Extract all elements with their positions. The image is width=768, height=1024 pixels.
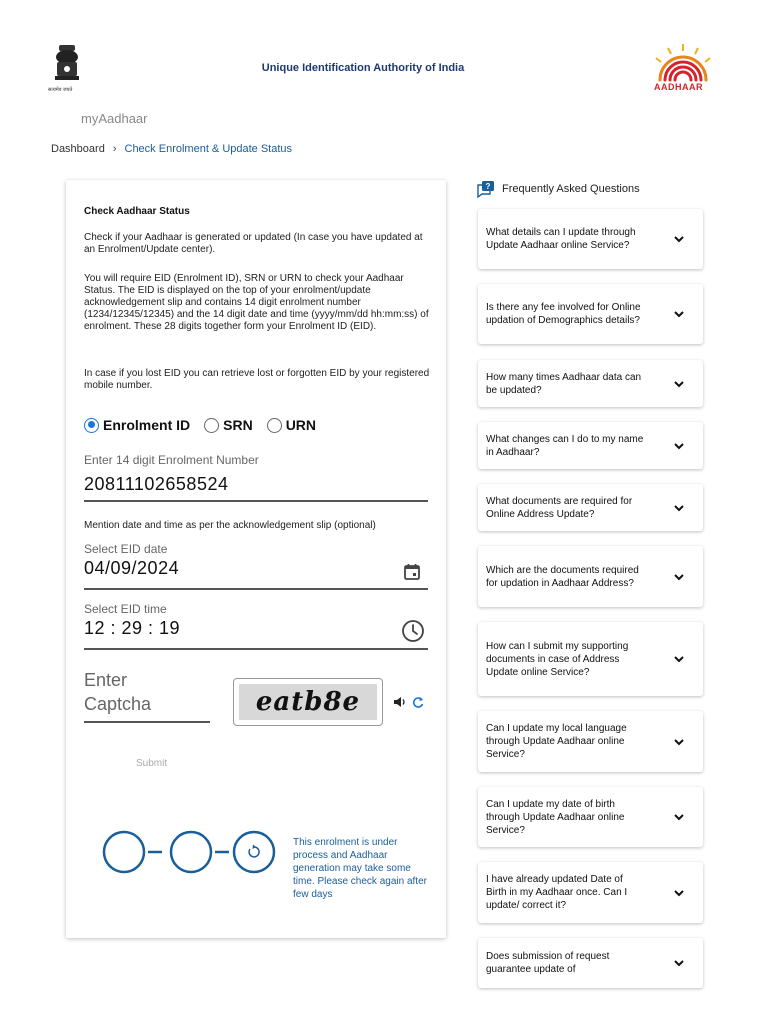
captcha-text: eatb8e <box>239 684 377 720</box>
faq-item[interactable] <box>478 862 703 923</box>
faq-question: Does submission of request guarantee update of <box>486 951 610 975</box>
chevron-down-icon[interactable] <box>673 887 685 899</box>
chevron-down-icon[interactable] <box>673 571 685 583</box>
radio-urn[interactable] <box>267 417 316 433</box>
faq-item[interactable] <box>478 711 703 772</box>
breadcrumb-dashboard[interactable]: Dashboard <box>51 143 105 155</box>
radio-srn[interactable] <box>204 417 253 433</box>
refresh-icon[interactable] <box>411 695 425 709</box>
faq-question: What documents are required for Online Address Update? <box>486 495 633 520</box>
faq-item[interactable] <box>478 209 703 269</box>
faq-question: Can I update my date of birth through Update Aadhaar online Service? <box>486 798 625 836</box>
faq-item[interactable] <box>478 622 703 696</box>
chevron-down-icon[interactable] <box>673 957 685 969</box>
faq-question: Which are the documents required for updation in Aadhaar Address? <box>486 564 639 589</box>
radio-label: Enrolment ID <box>103 417 191 433</box>
enrolment-underline <box>84 500 428 502</box>
card-title: Check Aadhaar Status <box>84 206 190 217</box>
date-input[interactable]: 04/09/2024 <box>84 558 180 578</box>
date-label: Select EID date <box>84 542 168 556</box>
captcha-label <box>84 668 151 716</box>
breadcrumb-current: Check Enrolment & Update Status <box>124 143 293 155</box>
status-message: This enrolment is under process and Aadhaar generation may take some time. Please check again after few days <box>293 837 427 900</box>
lost-eid-paragraph: In case if you lost EID you can retrieve lost or forgotten EID by your registered mobile number. <box>84 368 430 391</box>
radio-label: URN <box>285 417 317 433</box>
captcha-label-line2: Captcha <box>84 694 152 714</box>
enrolment-label: Enter 14 digit Enrolment Number <box>84 453 259 467</box>
enrolment-input[interactable]: 20811102658524 <box>84 474 229 494</box>
faq-heading <box>476 179 640 199</box>
faq-item[interactable] <box>478 787 703 847</box>
chevron-down-icon[interactable] <box>673 736 685 748</box>
captcha-image <box>233 678 383 726</box>
faq-item[interactable] <box>478 422 703 469</box>
chevron-right-icon: › <box>112 143 117 155</box>
datetime-note: Mention date and time as per the acknowledgement slip (optional) <box>84 520 376 531</box>
faq-question: How many times Aadhaar data can be updated? <box>486 371 642 396</box>
faq-item[interactable] <box>478 360 703 407</box>
radio-button[interactable] <box>204 418 219 433</box>
faq-question: I have already updated Date of Birth in my Aadhaar once. Can I update/ correct it? <box>486 874 628 911</box>
chevron-down-icon[interactable] <box>673 308 685 320</box>
chevron-down-icon[interactable] <box>673 440 685 452</box>
faq-item[interactable] <box>478 484 703 531</box>
intro-paragraph: Check if your Aadhaar is generated or updated (In case you have updated at an Enrolment/Update center). <box>84 232 423 255</box>
faq-question: What changes can I do to my name in Aadhaar? <box>486 433 644 458</box>
faq-question: What details can I update through Update Aadhaar online Service? <box>486 227 636 251</box>
chevron-down-icon[interactable] <box>673 233 685 245</box>
chevron-down-icon[interactable] <box>673 378 685 390</box>
app-name: myAadhaar <box>81 111 148 126</box>
chevron-down-icon[interactable] <box>673 811 685 823</box>
svg-text:?: ? <box>485 182 491 191</box>
faq-heading-text: Frequently Asked Questions <box>502 183 640 195</box>
time-label: Select EID time <box>84 602 167 616</box>
status-progress-graphic <box>102 828 278 876</box>
radio-button[interactable] <box>267 418 282 433</box>
date-underline <box>84 588 428 590</box>
captcha-input-underline[interactable] <box>84 721 210 723</box>
faq-question: Can I update my local language through Update Aadhaar online Service? <box>486 723 627 760</box>
chevron-down-icon[interactable] <box>673 502 685 514</box>
breadcrumb <box>51 143 292 155</box>
faq-item[interactable] <box>478 284 703 344</box>
speaker-icon[interactable] <box>393 695 407 709</box>
eid-info-paragraph: You will require EID (Enrolment ID), SRN or URN to check your Aadhaar Status. The EID is displayed on the top of your enrolment/update acknowledgement slip and contains 14 digit enrolment number (1234/12345/12345) and the 14 digit date and time (yyyy/mm/dd hh:mm:ss) of enrolment. These 28 digits together form your Enrolment ID (EID). <box>84 273 429 332</box>
id-type-group <box>84 417 330 433</box>
time-input[interactable]: 12 : 29 : 19 <box>84 618 181 638</box>
faq-question: Is there any fee involved for Online updation of Demographics details? <box>486 302 641 326</box>
radio-enrolment-id[interactable] <box>84 417 190 433</box>
faq-chat-icon <box>476 179 496 199</box>
org-title: Unique Identification Authority of India <box>261 62 465 74</box>
aadhaar-logo-text: AADHAAR <box>654 82 703 92</box>
clock-icon[interactable] <box>401 619 425 643</box>
submit-button[interactable]: Submit <box>130 756 173 771</box>
faq-question: How can I submit my supporting documents in case of Address Update online Service? <box>486 640 629 678</box>
faq-item[interactable] <box>478 938 703 988</box>
faq-item[interactable] <box>478 546 703 607</box>
radio-button[interactable] <box>84 418 99 433</box>
time-underline <box>84 648 428 650</box>
captcha-label-line1: Enter <box>84 670 128 690</box>
radio-label: SRN <box>223 417 253 433</box>
calendar-icon[interactable] <box>402 562 422 582</box>
emblem-caption: सत्यमेव जयते <box>48 87 73 93</box>
chevron-down-icon[interactable] <box>673 653 685 665</box>
